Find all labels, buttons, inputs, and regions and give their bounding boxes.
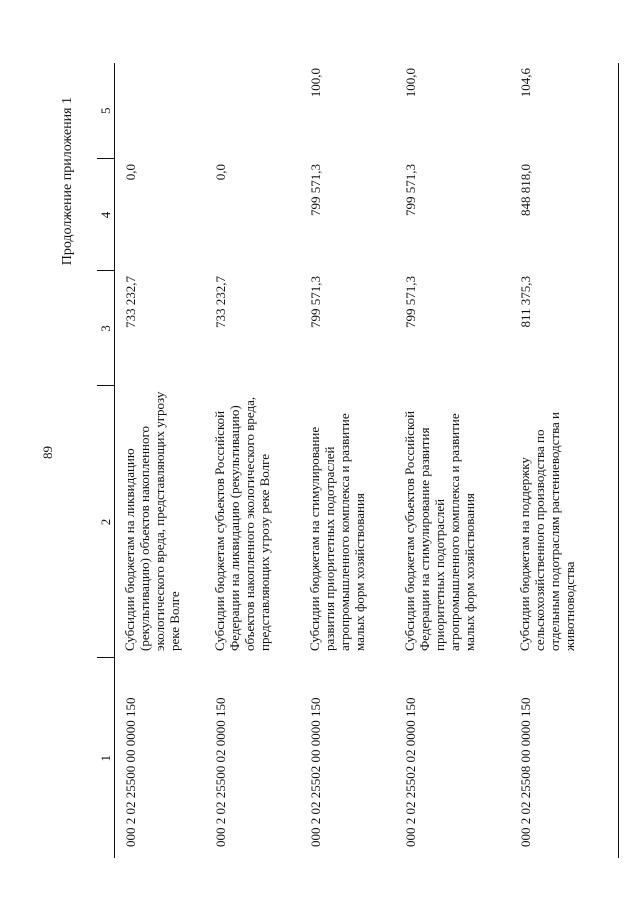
table-row [205, 63, 300, 858]
item-description: Субсидии бюджетам субъектов Российской Федерации на ликвидацию (рекультивацию) объектов накопленного экологического вреда, представляющих угрозу реке Волге [212, 396, 272, 651]
appendix-continuation-caption: Продолжение приложения 1 [60, 97, 75, 266]
value-col4: 0,0 [213, 164, 228, 181]
column-header-3: 3 [97, 271, 115, 386]
column-header-2: 2 [97, 386, 115, 658]
column-header-5: 5 [97, 63, 115, 159]
item-description: Субсидии бюджетам на ликвидацию (рекультивацию) объектов накопленного экологического вреда, представляющих угрозу реке Волге [122, 391, 182, 651]
page-number: 89 [40, 446, 55, 459]
budget-code: 000 2 02 25508 00 0000 150 [510, 658, 619, 858]
budget-code: 000 2 02 25500 00 0000 150 [123, 697, 138, 847]
column-header-1: 1 [97, 658, 115, 858]
value-col5: 100,0 [308, 68, 323, 98]
budget-table [97, 63, 619, 858]
table-row [300, 63, 395, 858]
budget-code: 000 2 02 25502 00 0000 150 [308, 697, 323, 847]
table-row [510, 63, 619, 858]
value-col5 [115, 63, 206, 159]
value-col3: 733 232,7 [213, 276, 228, 328]
item-description: Субсидии бюджетам на поддержку сельскохозяйственного производства по отдельным подотраслям растениеводства и животноводства [510, 386, 619, 658]
column-header-4: 4 [97, 159, 115, 271]
item-description: Субсидии бюджетам субъектов Российской Федерации на стимулирование развития приоритетных подотраслей агропромышленного комплекса и развитие малых форм хозяйствования [402, 410, 477, 651]
value-col3: 733 232,7 [123, 276, 138, 328]
value-col3: 799 571,3 [403, 276, 418, 328]
value-col3: 799 571,3 [308, 276, 323, 328]
value-col3: 811 375,3 [510, 271, 619, 386]
value-col4: 0,0 [123, 164, 138, 181]
value-col4: 799 571,3 [308, 164, 323, 216]
budget-code: 000 2 02 25502 02 0000 150 [403, 697, 418, 847]
table-header-row [97, 63, 115, 858]
table-row [115, 63, 206, 858]
value-col5 [205, 63, 300, 159]
budget-code: 000 2 02 25500 02 0000 150 [213, 697, 228, 847]
item-description: Субсидии бюджетам на стимулирование развития приоритетных подотраслей агропромышленного комплекса и развитие малых форм хозяйствования [307, 413, 367, 651]
value-col5: 104,6 [510, 63, 619, 159]
value-col5: 100,0 [403, 68, 418, 98]
value-col4: 848 818,0 [510, 159, 619, 271]
table-row [395, 63, 510, 858]
value-col4: 799 571,3 [403, 164, 418, 216]
